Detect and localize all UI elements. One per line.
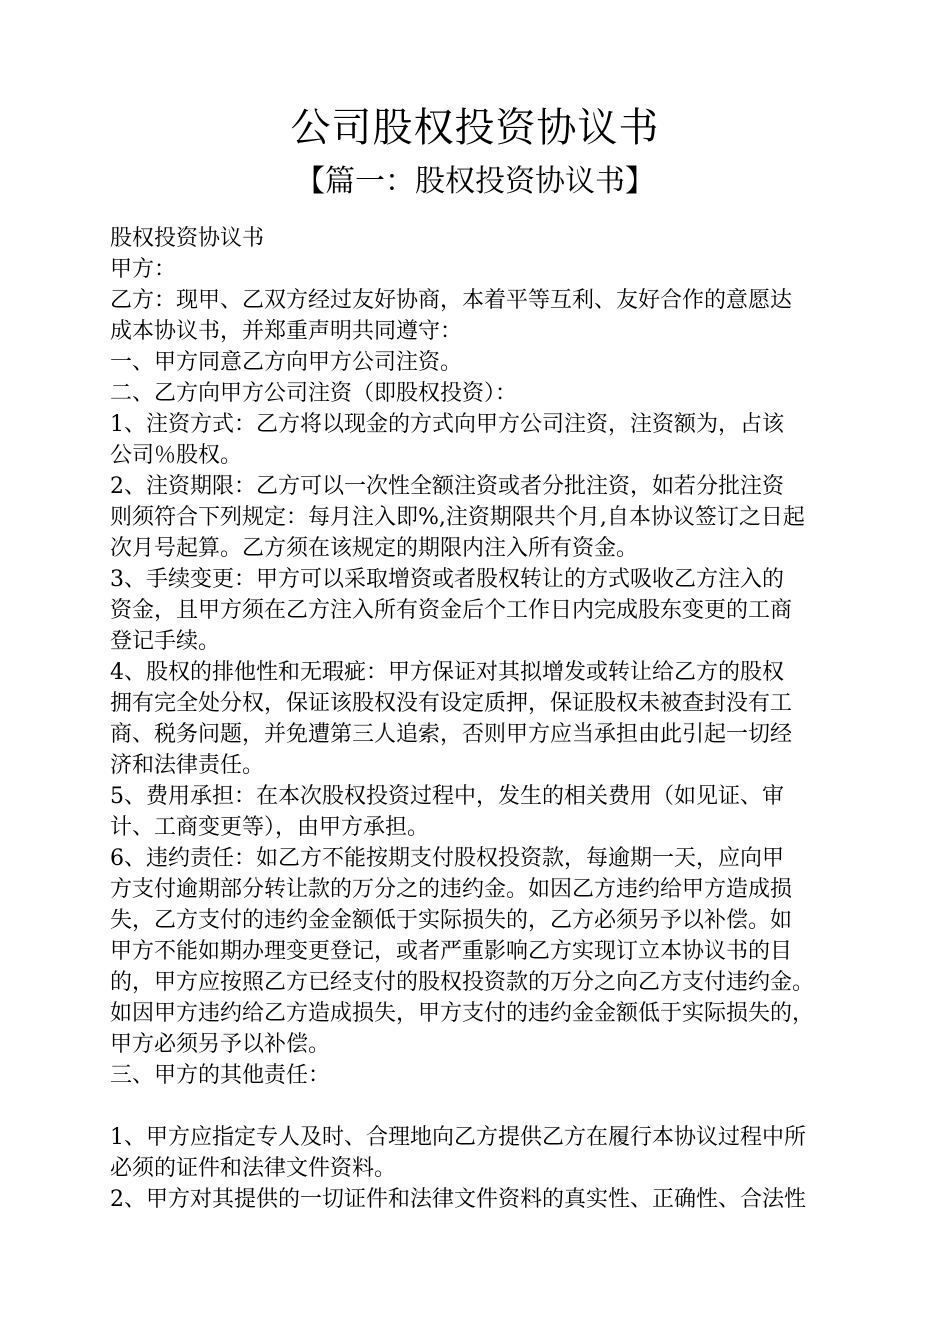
text-line: 失，乙方支付的违约金金额低于实际损失的，乙方必须另予以补偿。如: [110, 908, 793, 933]
text-line: 拥有完全处分权，保证该股权没有设定质押，保证股权未被查封没有工: [110, 691, 793, 716]
text-line: 成本协议书，并郑重声明共同遵守：: [110, 319, 463, 344]
text-line: 如因甲方违约给乙方造成损失，甲方支付的违约金金额低于实际损失的，: [110, 1001, 815, 1026]
text-line: 二、乙方向甲方公司注资（即股权投资）：: [110, 381, 518, 406]
text-line: 3、手续变更：甲方可以采取增资或者股权转让的方式吸收乙方注入的: [110, 567, 784, 592]
text-line: 公司％股权。: [110, 443, 243, 468]
text-line: 甲方不能如期办理变更登记，或者严重影响乙方实现订立本协议书的目: [110, 939, 793, 964]
document-title: 公司股权投资协议书: [290, 105, 660, 151]
text-line: 方支付逾期部分转让款的万分之的违约金。如因乙方违约给甲方造成损: [110, 877, 793, 902]
text-line: 计、工商变更等），由甲方承担。: [110, 815, 430, 840]
text-line: 次月号起算。乙方须在该规定的期限内注入所有资金。: [110, 536, 639, 561]
text-line: 济和法律责任。: [110, 753, 265, 778]
text-line: 商、税务问题，并免遭第三人追索，否则甲方应当承担由此引起一切经: [110, 722, 793, 747]
text-line: 资金，且甲方须在乙方注入所有资金后个工作日内完成股东变更的工商: [110, 598, 793, 623]
text-line: 2、甲方对其提供的一切证件和法律文件资料的真实性、正确性、合法性: [110, 1187, 806, 1212]
text-line: 登记手续。: [110, 629, 221, 654]
text-line: 2、注资期限：乙方可以一次性全额注资或者分批注资，如若分批注资: [110, 474, 784, 499]
text-line: 必须的证件和法律文件资料。: [110, 1156, 397, 1181]
paragraph-gap: [110, 1091, 860, 1122]
text-line: 5、费用承担：在本次股权投资过程中，发生的相关费用（如见证、审: [110, 784, 784, 809]
text-line: 乙方：现甲、乙双方经过友好协商，本着平等互利、友好合作的意愿达: [110, 288, 793, 313]
text-line: 三、甲方的其他责任：: [110, 1063, 331, 1088]
text-line: 则须符合下列规定：每月注入即%,注资期限共个月,自本协议签订之日起: [110, 505, 805, 530]
text-line: 甲方必须另予以补偿。: [110, 1032, 331, 1057]
text-line: 的，甲方应按照乙方已经支付的股权投资款的万分之向乙方支付违约金。: [110, 970, 815, 995]
document-body: [110, 223, 860, 1215]
text-line: 4、股权的排他性和无瑕疵：甲方保证对其拟增发或转让给乙方的股权: [110, 660, 784, 685]
text-line: 1、甲方应指定专人及时、合理地向乙方提供乙方在履行本协议过程中所: [110, 1125, 806, 1150]
text-line: 6、违约责任：如乙方不能按期支付股权投资款，每逾期一天，应向甲: [110, 846, 784, 871]
text-line: 甲方：: [110, 257, 177, 282]
text-line: 一、甲方同意乙方向甲方公司注资。: [110, 350, 463, 375]
text-line: 股权投资协议书: [110, 226, 265, 251]
text-line: 1、注资方式：乙方将以现金的方式向甲方公司注资，注资额为，占该: [110, 412, 784, 437]
document-subtitle: 【篇一：股权投资协议书】: [295, 164, 655, 199]
